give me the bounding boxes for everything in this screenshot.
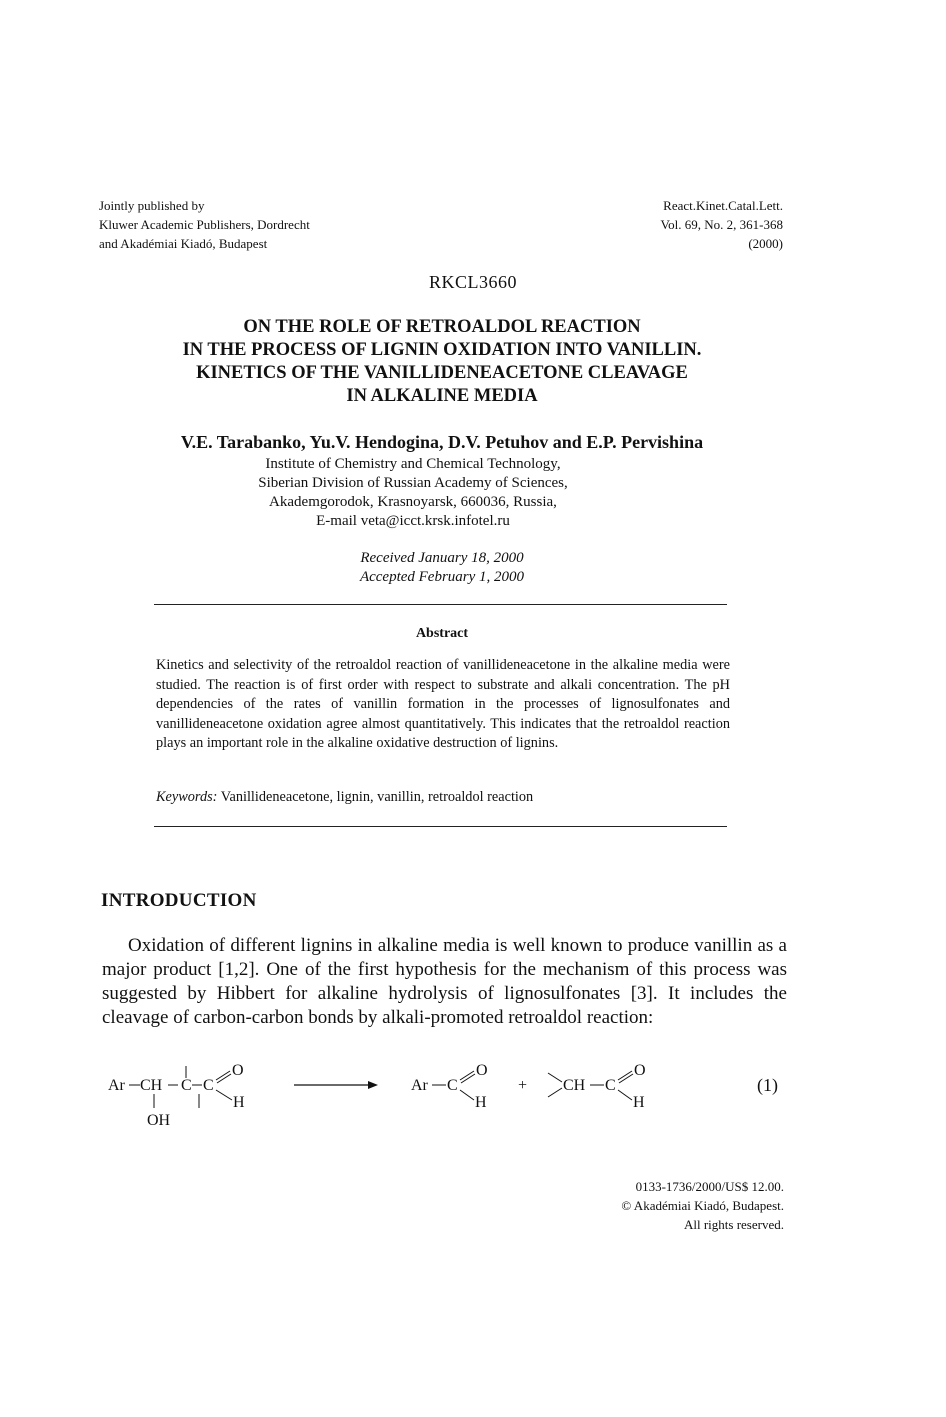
paper-title — [0, 316, 884, 408]
eq-oh: OH — [147, 1112, 171, 1129]
affiliation — [0, 455, 826, 531]
eq-o-reactant: O — [232, 1062, 244, 1079]
journal-line: React.Kinet.Catal.Lett. — [663, 198, 783, 213]
eq-plus: + — [518, 1077, 528, 1094]
title-line: IN ALKALINE MEDIA — [346, 386, 538, 406]
authors: V.E. Tarabanko, Yu.V. Hendogina, D.V. Petuhov and E.P. Pervishina — [180, 432, 704, 452]
introduction-body — [102, 934, 787, 1030]
eq-ar-reactant: Ar — [108, 1077, 125, 1094]
introduction-heading: INTRODUCTION — [101, 890, 257, 911]
keywords-text: Vanillideneacetone, lignin, vanillin, retroaldol reaction — [220, 789, 534, 805]
publisher-info — [99, 196, 310, 253]
publisher-line: and Akadémiai Kiadó, Budapest — [99, 236, 268, 251]
copyright-line: 0133-1736/2000/US$ 12.00. — [635, 1179, 784, 1194]
reaction-equation — [96, 1058, 796, 1138]
eq-c-carbonyl: C — [203, 1077, 214, 1094]
copyright-line: © Akadémiai Kiadó, Budapest. — [621, 1198, 784, 1213]
eq-h-product2: H — [633, 1094, 645, 1111]
eq-c-central: C — [181, 1077, 192, 1094]
journal-line: Vol. 69, No. 2, 361-368 — [660, 217, 783, 232]
abstract-text: Kinetics and selectivity of the retroaldol reaction of vanillideneacetone in the alkaline media were studied. The reaction is of first order with respect to substrate and alkali concentration. The pH dependencies of the rates of vanillin formation in the processes of lignosulfonates and vanillideneacetone oxidation agree almost quantitatively. This indicates that the retroaldol reaction plays an important role in the alkaline oxidative destruction of lignins. — [156, 657, 730, 751]
abstract-heading: Abstract — [415, 626, 469, 641]
title-line: KINETICS OF THE VANILLIDENEACETONE CLEAVAGE — [196, 363, 688, 383]
affiliation-line: Akademgorodok, Krasnoyarsk, 660036, Russia, — [269, 494, 557, 510]
keywords-label: Keywords: — [156, 789, 218, 805]
abstract-top-rule — [154, 604, 727, 605]
eq-ar-product: Ar — [411, 1077, 428, 1094]
eq-h-product1: H — [475, 1094, 487, 1111]
affiliation-line: E-mail veta@icct.krsk.infotel.ru — [316, 513, 510, 529]
publisher-line: Kluwer Academic Publishers, Dordrecht — [99, 217, 310, 232]
eq-c-product2: C — [605, 1077, 616, 1094]
copyright-info — [621, 1177, 784, 1234]
abstract-bottom-rule — [154, 826, 727, 827]
equation-number: (1) — [757, 1075, 778, 1095]
publisher-line: Jointly published by — [99, 198, 205, 213]
introduction-paragraph: Oxidation of different lignins in alkaline media is well known to produce vanillin as a major product [1,2]. One of the first hypothesis for the mechanism of this process was suggested by Hibbert for alkaline hydrolysis of lignosulfonates [3]. It includes the cleavage of carbon-carbon bonds by alkali-promoted retroaldol reaction: — [102, 935, 787, 1028]
eq-o-product2: O — [634, 1062, 646, 1079]
eq-h-reactant: H — [233, 1094, 245, 1111]
title-line: IN THE PROCESS OF LIGNIN OXIDATION INTO VANILLIN. — [182, 340, 702, 360]
paper-code: RKCL3660 — [428, 272, 517, 292]
affiliation-line: Institute of Chemistry and Chemical Technology, — [265, 456, 561, 472]
journal-info — [660, 196, 783, 253]
keywords — [156, 789, 533, 806]
accepted-date: Accepted February 1, 2000 — [359, 569, 525, 585]
eq-c-product1: C — [447, 1077, 458, 1094]
eq-ch-product2: CH — [563, 1077, 586, 1094]
eq-o-product1: O — [476, 1062, 488, 1079]
journal-line: (2000) — [748, 236, 783, 251]
dates — [0, 549, 884, 587]
eq-ch-reactant: CH — [140, 1077, 163, 1094]
title-line: ON THE ROLE OF RETROALDOL REACTION — [243, 317, 641, 337]
copyright-line: All rights reserved. — [683, 1217, 784, 1232]
received-date: Received January 18, 2000 — [360, 550, 524, 566]
affiliation-line: Siberian Division of Russian Academy of Sciences, — [258, 475, 568, 491]
